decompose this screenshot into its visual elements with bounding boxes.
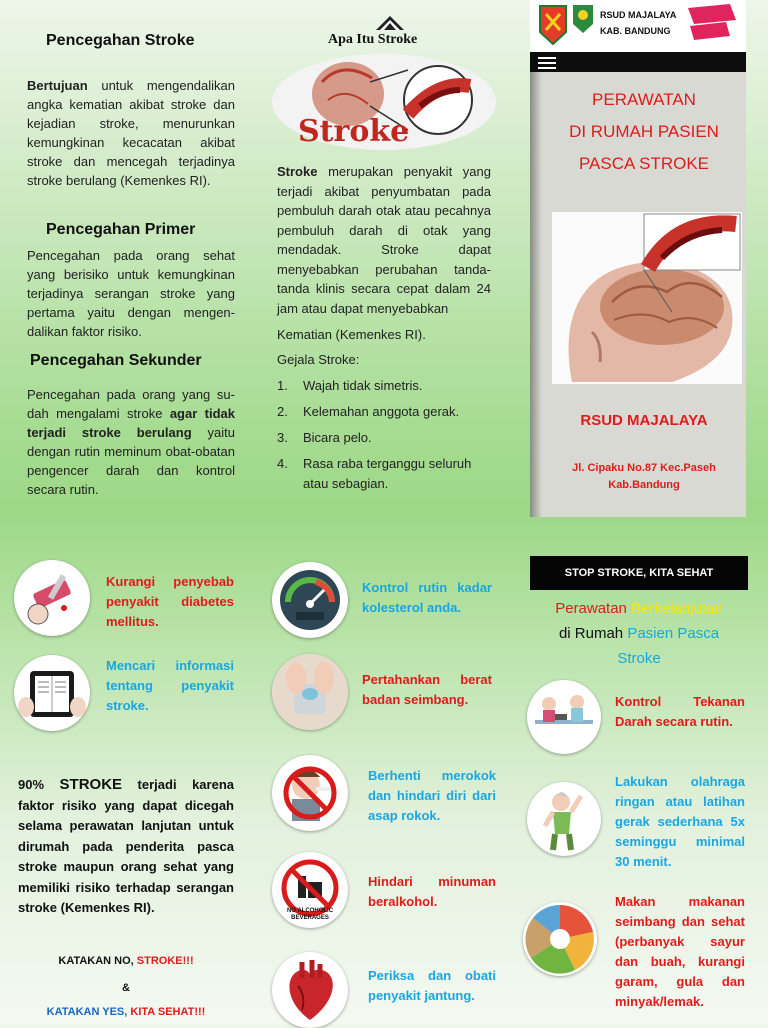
germas-logo [680, 0, 746, 52]
kab-crest-icon [572, 4, 594, 34]
cover-hospital-name: RSUD MAJALAYA [580, 412, 708, 429]
item-tekanan-darah: Kontrol Tekanan Darah secara rutin. [615, 694, 745, 729]
definition-lead: Stroke [277, 164, 318, 179]
ebook-reader-icon [14, 655, 90, 731]
blood-pressure-check-icon [527, 680, 601, 754]
cover-brain-image [552, 212, 742, 384]
heart-icon [272, 952, 348, 1028]
item-alkohol: Hindari minuman beralkohol. [368, 874, 496, 909]
cover-address-line2: Kab.Bandung [608, 479, 680, 491]
right-heading-line1: Perawatan Berkelanjutan [555, 600, 723, 617]
stop-stroke-banner [530, 556, 748, 590]
intro-paragraph [27, 76, 235, 190]
exercise-icon [527, 782, 601, 856]
primer-paragraph: Pencegahan pada orang sehat yang berisiko untuk kemungkinan terjadinya serangan stroke yang pertama yaitu dengan mengen-dalikan faktor risiko. [27, 248, 235, 339]
stat-rest: terjadi karena faktor risiko yang dapat dicegah selama perawatan lanjutan untuk dirumah pada penderita pasca stroke maupun orang sehat yang memiliki risiko terhadap serangan stroke (Kemenkes RI). [18, 777, 234, 915]
sekunder-a: Pencegahan pada orang yang su-dah mengalami stroke [27, 387, 235, 421]
heading-pencegahan-stroke: Pencegahan Stroke [46, 32, 195, 49]
diabetes-test-icon [14, 560, 90, 636]
sekunder-c: yaitu dengan rutin meminum obat-obatan pengencer darah dan kontrol secara rutin. [27, 425, 235, 497]
item-berat-badan: Pertahankan berat badan seimbang. [362, 672, 492, 707]
definition-paragraph [277, 162, 491, 318]
heading-pencegahan-primer: Pencegahan Primer [46, 221, 196, 238]
healthy-food-icon [523, 902, 597, 976]
heading-pencegahan-sekunder: Pencegahan Sekunder [30, 352, 202, 369]
item-jantung: Periksa dan obati penyakit jantung. [368, 968, 496, 1003]
item-diabetes: Kurangi penyebab penyakit diabetes mellitus. [106, 574, 234, 629]
slogan-no [18, 955, 234, 967]
stat-word: STROKE [59, 776, 123, 793]
slogan-no-b: STROKE!!! [136, 955, 194, 967]
logo-line1: RSUD MAJALAYA [600, 10, 677, 20]
slogan-no-a: KATAKAN NO, [58, 955, 137, 967]
cover-top-bar [530, 52, 746, 72]
no-alcohol-caption: NO ALCOHOLIC BEVERAGES [286, 908, 334, 921]
menu-lines-icon [538, 56, 556, 68]
symptoms-list [277, 376, 491, 500]
right-heading-line2: di Rumah Pasien Pasca [558, 625, 720, 642]
cover-title-line1: PERAWATAN [592, 90, 696, 109]
slogan-yes-b: KITA SEHAT!!! [130, 1006, 206, 1018]
sekunder-paragraph [27, 385, 235, 499]
right-heading [530, 596, 748, 671]
list-item: 4. Rasa raba terganggu seluruh atau sebagian. [277, 456, 472, 491]
stat-paragraph [18, 775, 234, 919]
banner-text: STOP STROKE, KITA SEHAT [564, 567, 714, 579]
item-kolesterol: Kontrol rutin kadar kolesterol anda. [362, 580, 492, 615]
definition-rest: merupakan penyakit yang terjadi akibat penyumbatan pada pembuluh darah otak atau pecahnya pembuluh darah di otak yang mendadak. Stroke dapat menyebabkan perubahan tanda-tanda klinis secara cepat dalam 24 jam atau dapat menyebabkan [277, 164, 491, 316]
item-makan-seimbang: Makan makanan seimbang dan sehat (perbanyak sayur dan buah, kurangi garam, gula dan minyak/lemak. [615, 894, 745, 1009]
no-smoking-icon [272, 755, 348, 831]
logo-area [530, 0, 680, 52]
item-merokok: Berhenti merokok dan hindari diri dari asap rokok. [368, 768, 496, 823]
cover-panel [530, 52, 746, 517]
list-item: 2. Kelemahan anggota gerak. [277, 404, 460, 419]
heading-apa-itu-stroke: Apa Itu Stroke [328, 32, 418, 47]
cover-address-line1: Jl. Cipaku No.87 Kec.Paseh [572, 462, 716, 474]
cholesterol-gauge-icon [272, 562, 348, 638]
item-olahraga: Lakukan olahraga ringan atau latihan gerak sederhana 5x seminggu minimal 30 menit. [615, 774, 745, 869]
pyramid-icon [376, 16, 404, 32]
hospital-crest-icon [538, 4, 568, 46]
symptoms-title: Gejala Stroke: [277, 352, 360, 367]
slogan-amp: & [122, 982, 130, 994]
cover-title [542, 84, 746, 180]
item-informasi: Mencari informasi tentang penyakit stroke. [106, 658, 234, 713]
slogan-yes [18, 1006, 234, 1018]
stroke-image-word: Stroke [298, 114, 410, 149]
cover-title-line3: PASCA STROKE [578, 154, 710, 173]
list-item: 1. Wajah tidak simetris. [277, 378, 423, 393]
stat-lead: 90% [18, 777, 60, 792]
intro-lead: Bertujuan [27, 78, 88, 93]
cover-address [542, 460, 746, 494]
no-alcohol-icon [272, 852, 348, 928]
definition-end: Kematian (Kemenkes RI). [277, 327, 426, 342]
sekunder-b: agar tidak terjadi stroke berulang [27, 406, 235, 440]
cover-left-edge [530, 72, 542, 517]
intro-rest: untuk mengendalikan angka kematian akibat stroke dan kejadian stroke, menurunkan kemungkinan kecacatan akibat stroke dan mencegah terjadinya stroke berulang (Kemenkes RI). [27, 78, 235, 188]
list-item: 3. Bicara pelo. [277, 430, 372, 445]
right-heading-line3: Stroke [617, 650, 661, 667]
cover-title-line2: DI RUMAH PASIEN [569, 122, 719, 141]
logo-line2: KAB. BANDUNG [600, 26, 671, 36]
slogan-yes-a: KATAKAN YES, [46, 1006, 131, 1018]
weight-scale-icon [272, 654, 348, 730]
